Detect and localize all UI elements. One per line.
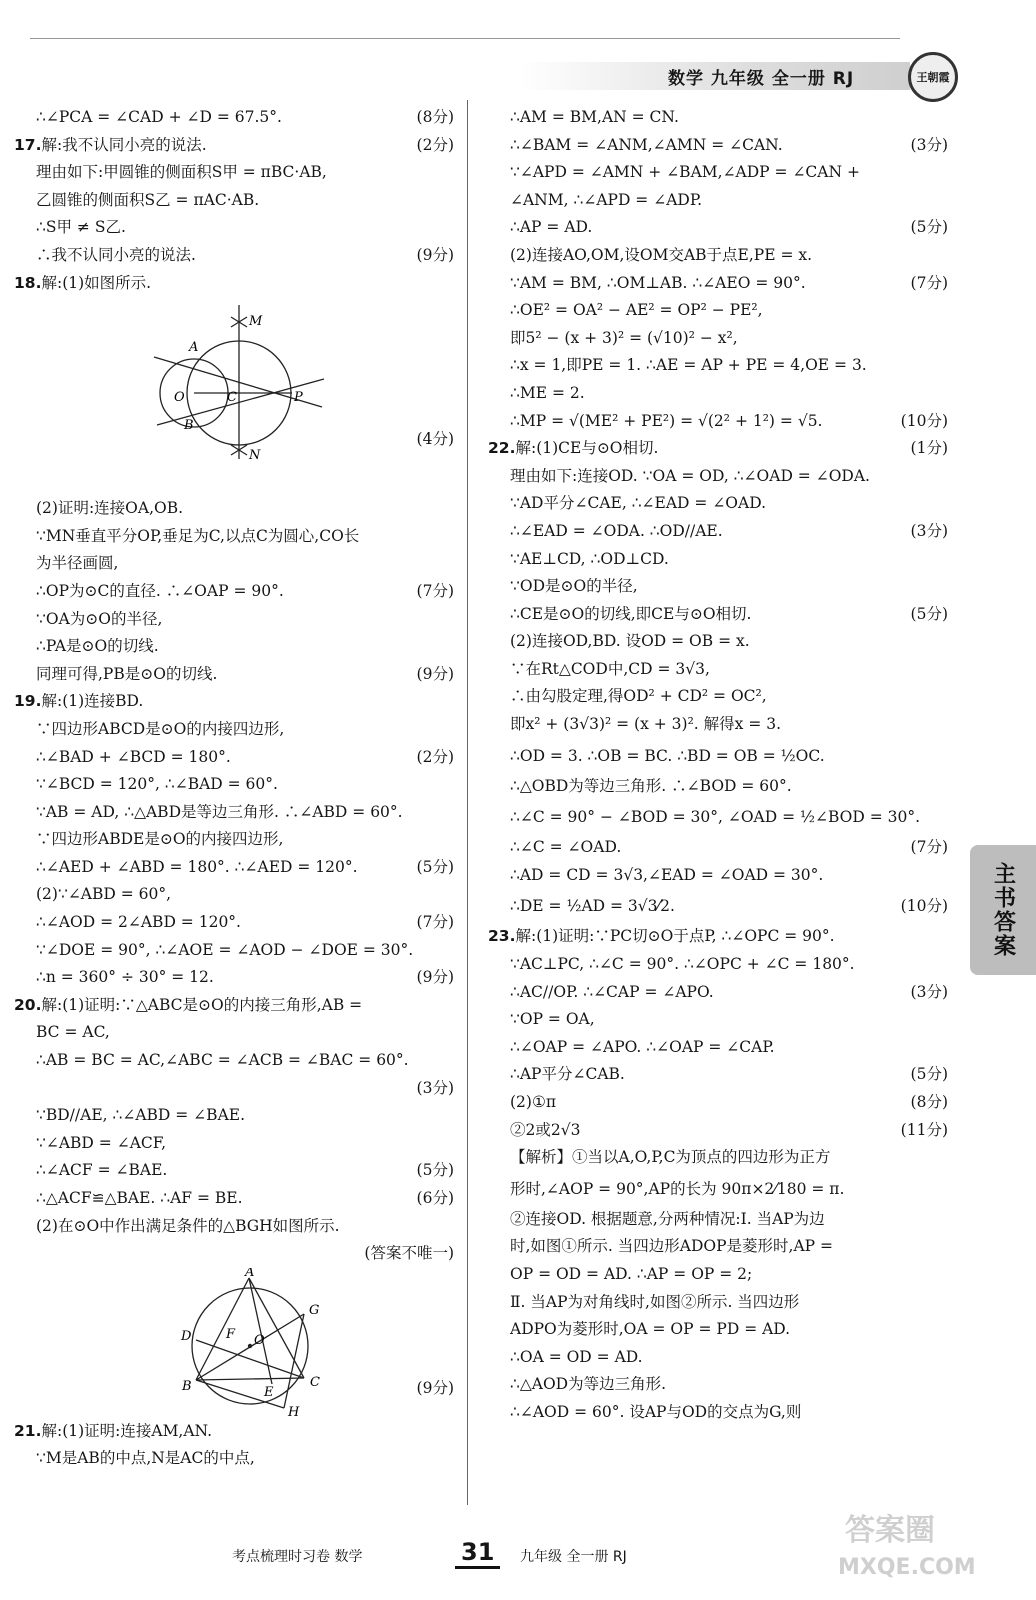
score: (11分) (900, 1120, 948, 1139)
answer-line (14, 242, 454, 270)
question-number: 23. (488, 927, 516, 946)
score: (9分) (416, 1378, 454, 1397)
answer-line (14, 688, 454, 716)
answer-text: ∴x = 1,即PE = 1. ∴AE = AP + PE = 4,OE = 3. (510, 356, 867, 375)
score: (2分) (416, 747, 454, 766)
seg-gh (284, 1314, 304, 1408)
fig20-label: C (310, 1374, 320, 1390)
answer-line (488, 132, 948, 160)
answer-text: 解:(1)连接BD. (41, 692, 144, 711)
answer-text: (2)连接AO,OM,设OM交AB于点E,PE = x. (510, 245, 813, 264)
answer-line (488, 380, 948, 408)
question-number: 19. (14, 692, 42, 711)
answer-line (488, 435, 948, 463)
score: (3分) (910, 982, 948, 1001)
answer-text: (2)在⊙O中作出满足条件的△BGH如图所示. (36, 1216, 340, 1235)
fig18-label: N (249, 448, 261, 464)
answer-text: ∵AB = AD, ∴△ABD是等边三角形. ∴∠ABD = 60°. (36, 802, 403, 821)
answer-text: ∴AC//OP. ∴∠CAP = ∠APO. (510, 982, 714, 1001)
answer-text: ∴∠C = 90° − ∠BOD = 30°, ∠OAD = ½∠BOD = 30°. (510, 808, 921, 827)
score: (8分) (416, 108, 454, 126)
watermark-logo: 答案圈 (845, 1513, 935, 1548)
answer-line (14, 661, 454, 689)
answer-line (488, 214, 948, 242)
answer-line (488, 104, 948, 132)
fig20-label: B (182, 1378, 192, 1394)
question-number: 20. (14, 995, 42, 1014)
score: (10分) (900, 897, 948, 916)
answer-line (488, 601, 948, 629)
answer-line (14, 132, 454, 160)
answer-text: ②连接OD. 根据题意,分两种情况:Ⅰ. 当AP为边 (510, 1209, 825, 1228)
score: (8分) (910, 1093, 948, 1111)
page-number: 31 (455, 1538, 500, 1569)
answer-text: 【解析】①当以A,O,P,C为顶点的四边形为正方 (510, 1148, 831, 1167)
answer-text: ∴∠OAP = ∠APO. ∴∠OAP = ∠CAP. (510, 1037, 775, 1056)
answer-line (488, 490, 948, 518)
question-number: 22. (488, 439, 516, 458)
center-dot (248, 1344, 252, 1348)
score: (3分) (910, 521, 948, 540)
answer-line (14, 1213, 454, 1241)
section-tab: 主书答案 (970, 845, 1036, 975)
answer-line (488, 628, 948, 656)
score: (4分) (416, 430, 454, 449)
answer-text: ∴△ACF≌△BAE. ∴AF = BE. (36, 1189, 243, 1207)
answer-line (488, 656, 948, 684)
answer-line (488, 1006, 948, 1034)
answer-line (488, 1316, 948, 1344)
answer-text: ∵OP = OA, (510, 1010, 595, 1029)
answer-text: ∵在Rt△COD中,CD = 3√3, (510, 659, 710, 678)
score: (2分) (416, 135, 454, 154)
answer-line (488, 1034, 948, 1062)
score: (7分) (910, 838, 948, 857)
answer-text: ∴OE² = OA² − AE² = OP² − PE², (510, 301, 763, 320)
answer-text: ∴由勾股定理,得OD² + CD² = OC², (510, 687, 767, 706)
answer-line (488, 270, 948, 298)
figure-18 (14, 297, 454, 495)
answer-line (488, 518, 948, 546)
answer-line (14, 1157, 454, 1185)
score: (5分) (910, 1065, 948, 1084)
answer-line (14, 187, 454, 215)
answer-line (488, 889, 948, 923)
seg-bc (196, 1378, 304, 1380)
score: (10分) (900, 411, 948, 430)
answer-line (14, 1445, 454, 1473)
figure-20-drawing (14, 1268, 454, 1418)
answer-line (14, 909, 454, 937)
answer-text: 解:(1)CE与⊙O相切. (515, 439, 659, 458)
left-column (14, 104, 454, 1473)
answer-line (488, 800, 948, 834)
answer-line (488, 1344, 948, 1372)
figure-20 (14, 1268, 454, 1418)
fig20-label: G (309, 1302, 320, 1318)
answer-line (14, 1240, 454, 1268)
score: (7分) (910, 273, 948, 292)
answer-line (488, 1206, 948, 1234)
answer-text: ∴CE是⊙O的切线,即CE与⊙O相切. (510, 604, 752, 623)
fig18-label: B (184, 418, 194, 434)
answer-text: ∴PA是⊙O的切线. (36, 637, 159, 656)
answer-line (14, 578, 454, 606)
answer-line (14, 633, 454, 661)
question-number: 18. (14, 273, 42, 292)
fig18-label: O (174, 390, 185, 406)
answer-line (488, 187, 948, 215)
answer-line (488, 242, 948, 270)
answer-line (14, 964, 454, 992)
answer-text: ∴DE = ½AD = 3√3⁄2. (510, 897, 675, 916)
answer-line (488, 573, 948, 601)
answer-text: 解:(1)证明:连接AM,AN. (41, 1421, 213, 1440)
answer-text: ∴n = 360° ÷ 30° = 12. (36, 968, 214, 987)
answer-line (14, 826, 454, 854)
score: (7分) (416, 581, 454, 600)
answer-text: 为半径画圆, (36, 554, 119, 573)
answer-line (488, 325, 948, 353)
score: (3分) (416, 1078, 454, 1097)
answer-line (14, 214, 454, 242)
answer-text: ∠ANM, ∴∠APD = ∠ADP. (510, 190, 703, 209)
answer-text: ∵∠DOE = 90°, ∴∠AOE = ∠AOD − ∠DOE = 30°. (36, 940, 414, 959)
right-column (488, 104, 948, 1427)
answer-text: ∴∠BAM = ∠ANM,∠AMN = ∠CAN. (510, 135, 783, 154)
answer-text: ∵BD//AE, ∴∠ABD = ∠BAE. (36, 1106, 246, 1125)
answer-line (488, 979, 948, 1007)
answer-line (14, 1130, 454, 1158)
answer-line (14, 1047, 454, 1075)
answer-line (488, 1144, 948, 1172)
answer-text: 解:(1)如图所示. (41, 273, 152, 292)
answer-text: (2)∵∠ABD = 60°, (36, 885, 172, 904)
answer-text: ∴∠C = ∠OAD. (510, 838, 622, 857)
answer-text: ∵MN垂直平分OP,垂足为C,以点C为圆心,CO长 (36, 526, 360, 545)
fig20-label: E (264, 1384, 274, 1400)
answer-text: ∴AD = CD = 3√3,∠EAD = ∠OAD = 30°. (510, 865, 824, 884)
answer-line (488, 834, 948, 862)
answer-line (14, 1418, 454, 1446)
fig18-label: M (249, 314, 263, 330)
publisher-logo: 王朝霞 (908, 52, 958, 102)
answer-line (14, 523, 454, 551)
answer-text: (2)证明:连接OA,OB. (36, 499, 184, 518)
answer-line (14, 1019, 454, 1047)
answer-line (14, 550, 454, 578)
answer-text: ∵四边形ABCD是⊙O的内接四边形, (36, 719, 285, 738)
answer-text: 解:我不认同小亮的说法. (41, 135, 207, 154)
question-number: 21. (14, 1421, 42, 1440)
answer-text: 形时,∠AOP = 90°,AP的长为 90π×2⁄180 = π. (510, 1179, 845, 1198)
answer-text: ∵AE⊥CD, ∴OD⊥CD. (510, 549, 669, 568)
fig20-label: F (226, 1326, 236, 1342)
answer-text: (2)连接OD,BD. 设OD = OB = x. (510, 632, 750, 651)
fig18-label: P (294, 390, 303, 406)
answer-line (14, 1185, 454, 1213)
answer-text: ∴∠PCA = ∠CAD + ∠D = 67.5°. (36, 108, 282, 126)
answer-line (488, 546, 948, 574)
answer-line (14, 771, 454, 799)
score: (5分) (910, 604, 948, 623)
answer-line (488, 1371, 948, 1399)
fig18-label: A (189, 340, 199, 356)
score: (7分) (416, 913, 454, 932)
answer-line (488, 711, 948, 739)
answer-line (488, 1289, 948, 1317)
answer-line (488, 739, 948, 773)
answer-line (14, 270, 454, 298)
answer-text: ∵AD平分∠CAE, ∴∠EAD = ∠OAD. (510, 494, 767, 513)
answer-line (14, 716, 454, 744)
answer-text: ∴△OBD为等边三角形. ∴∠BOD = 60°. (510, 776, 792, 795)
answer-text: ∵四边形ABDE是⊙O的内接四边形, (36, 830, 284, 849)
answer-line (488, 352, 948, 380)
header-title: 数学 九年级 全一册 RJ (668, 69, 855, 89)
answer-text: ∴MP = √(ME² + PE²) = √(2² + 1²) = √5. (510, 411, 823, 430)
answer-line (488, 1061, 948, 1089)
answer-line (488, 862, 948, 890)
answer-text: 即5² − (x + 3)² = (√10)² − x², (510, 328, 738, 347)
score: (5分) (910, 218, 948, 237)
answer-line (488, 1117, 948, 1145)
answer-line (488, 683, 948, 711)
seg-ac (249, 1278, 304, 1378)
answer-text: 时,如图①所示. 当四边形ADOP是菱形时,AP = (510, 1237, 834, 1256)
answer-text: 理由如下:连接OD. ∵OA = OD, ∴∠OAD = ∠ODA. (510, 466, 870, 485)
answer-line (488, 1172, 948, 1206)
answer-text: ∴S甲 ≠ S乙. (36, 218, 126, 237)
seg-ae (249, 1278, 272, 1384)
answer-text: ∵∠BCD = 120°, ∴∠BAD = 60°. (36, 775, 278, 794)
answer-line (14, 992, 454, 1020)
column-divider (467, 100, 468, 1505)
answer-line (488, 159, 948, 187)
seg-ab (196, 1278, 249, 1380)
fig20-label: D (181, 1328, 192, 1344)
answer-text: ∴∠EAD = ∠ODA. ∴OD//AE. (510, 521, 723, 540)
answer-text: ∴AM = BM,AN = CN. (510, 108, 679, 126)
answer-line (488, 463, 948, 491)
answer-text: 乙圆锥的侧面积S乙 = πAC·AB. (36, 190, 260, 209)
answer-line (14, 495, 454, 523)
answer-text: ∵OD是⊙O的半径, (510, 577, 638, 596)
score: (9分) (416, 664, 454, 683)
answer-line (14, 104, 454, 132)
answer-line (14, 744, 454, 772)
answer-text: ∴OA = OD = AD. (510, 1347, 643, 1366)
fig18-label: C (227, 390, 237, 406)
answer-text: ∴∠AOD = 60°. 设AP与OD的交点为G,则 (510, 1402, 802, 1421)
answer-text: ∴我不认同小亮的说法. (36, 245, 196, 264)
question-number: 17. (14, 135, 42, 154)
answer-text: 即x² + (3√3)² = (x + 3)². 解得x = 3. (510, 715, 782, 734)
score: (6分) (416, 1189, 454, 1207)
answer-line (488, 1399, 948, 1427)
answer-text: ∴∠AOD = 2∠ABD = 120°. (36, 913, 241, 932)
answer-text: ∴∠ACF = ∠BAE. (36, 1161, 168, 1180)
score: (1分) (910, 439, 948, 458)
score: (5分) (416, 857, 454, 876)
answer-text: 解:(1)证明:∵△ABC是⊙O的内接三角形,AB = (41, 995, 363, 1014)
answer-line (14, 937, 454, 965)
answer-text: ∵OA为⊙O的半径, (36, 609, 163, 628)
answer-text: ∴ME = 2. (510, 383, 585, 402)
answer-text: 理由如下:甲圆锥的侧面积S甲 = πBC·AB, (36, 163, 327, 182)
answer-text: (2)①π (510, 1093, 557, 1111)
footer-right: 九年级 全一册 RJ (520, 1549, 627, 1565)
answer-text: ∴AP = AD. (510, 218, 593, 237)
answer-text: ∵M是AB的中点,N是AC的中点, (36, 1449, 255, 1468)
answer-text: ∴AP平分∠CAB. (510, 1065, 625, 1084)
score: (3分) (910, 135, 948, 154)
answer-line (14, 1102, 454, 1130)
answer-line (488, 1089, 948, 1117)
answer-text: OP = OD = AD. ∴AP = OP = 2; (510, 1264, 753, 1283)
answer-text: 解:(1)证明:∵PC切⊙O于点P, ∴∠OPC = 90°. (515, 927, 835, 946)
answer-text: ∴∠BAD + ∠BCD = 180°. (36, 747, 231, 766)
answer-line (488, 297, 948, 325)
fig20-label: H (288, 1404, 300, 1418)
answer-line (14, 854, 454, 882)
answer-text: ∵∠APD = ∠AMN + ∠BAM,∠ADP = ∠CAN + (510, 163, 860, 182)
score: (9分) (416, 968, 454, 987)
answer-text: ②2或2√3 (510, 1120, 581, 1139)
answer-line (488, 1261, 948, 1289)
answer-line (488, 408, 948, 436)
figure-18-drawing (14, 297, 454, 495)
answer-line (488, 951, 948, 979)
answer-line (488, 1233, 948, 1261)
answer-text: ∵AM = BM, ∴OM⊥AB. ∴∠AEO = 90°. (510, 273, 806, 292)
answer-text: ∵AC⊥PC, ∴∠C = 90°. ∴∠OPC + ∠C = 180°. (510, 955, 855, 974)
score: (5分) (416, 1161, 454, 1180)
footer-left: 考点梳理时习卷 数学 (232, 1549, 363, 1565)
answer-text: ∴OP为⊙C的直径. ∴∠OAP = 90°. (36, 581, 284, 600)
answer-line (14, 159, 454, 187)
watermark-url: MXQE.COM (838, 1555, 976, 1580)
fig20-label: O (254, 1332, 265, 1348)
answer-line (14, 1075, 454, 1103)
answer-text: ADPO为菱形时,OA = OP = PD = AD. (510, 1320, 791, 1339)
answer-line (14, 606, 454, 634)
answer-line (14, 799, 454, 827)
score: (答案不唯一) (364, 1244, 454, 1263)
answer-line (14, 881, 454, 909)
answer-text: 同理可得,PB是⊙O的切线. (36, 664, 218, 683)
header-rule (30, 38, 900, 39)
answer-text: ∵∠ABD = ∠ACF, (36, 1133, 167, 1152)
answer-line (488, 773, 948, 801)
answer-text: ∴OD = 3. ∴OB = BC. ∴BD = OB = ½OC. (510, 746, 825, 765)
fig20-label: A (245, 1267, 255, 1280)
answer-line (488, 923, 948, 951)
answer-text: ∴∠AED + ∠ABD = 180°. ∴∠AED = 120°. (36, 857, 358, 876)
answer-text: ∴AB = BC = AC,∠ABC = ∠ACB = ∠BAC = 60°. (36, 1051, 409, 1070)
answer-text: ∴△AOD为等边三角形. (510, 1375, 667, 1394)
answer-text: BC = AC, (36, 1023, 110, 1042)
answer-text: Ⅱ. 当AP为对角线时,如图②所示. 当四边形 (510, 1292, 800, 1311)
score: (9分) (416, 245, 454, 264)
